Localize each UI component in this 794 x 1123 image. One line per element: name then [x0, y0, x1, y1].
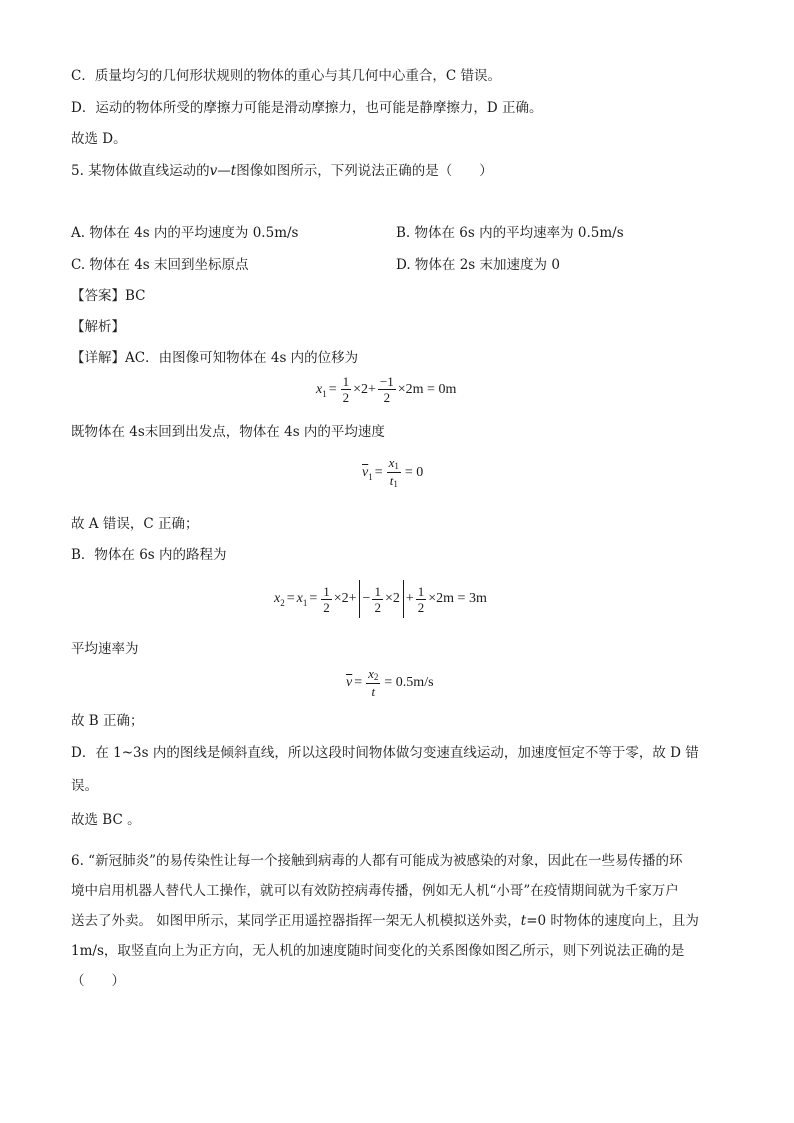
equation-avg-speed: $\overline{v}$ = $\frac{x2}{t}$ = 0.5m/s: [346, 666, 434, 699]
q5-choose: 故选 BC 。: [71, 812, 141, 828]
q5-text-a-wrong: 故 A 错误，C 正确；: [71, 516, 199, 532]
q5-answer: 【答案】BC: [71, 288, 146, 304]
fraction: $\frac{1}{2}$: [342, 374, 350, 405]
q5-text-d-part2: 误。: [71, 778, 98, 794]
q6-line-1: 6. “新冠肺炎”的易传染性让每一个接触到病毒的人都有可能成为被感染的对象，因此在一些易传播的环: [71, 853, 683, 869]
equation-avg-velocity: $\overline{v}$ 1 = $\frac{x1}{t1}$ = 0: [362, 455, 424, 489]
q5-text-path-6s: B．物体在 6s 内的路程为: [71, 547, 227, 563]
q6-line-4: 1m/s，取竖直向上为正方向，无人机的加速度随时间变化的关系图像如图乙所示，则下列说法正确的是: [71, 943, 685, 959]
q5-text-b-correct: 故 B 正确；: [71, 713, 144, 729]
prev-choose: 故选 D。: [71, 131, 127, 147]
prev-option-d: D．运动的物体所受的摩擦力可能是滑动摩擦力，也可能是静摩擦力，D 正确。: [71, 100, 543, 116]
fraction: $\frac{x2}{t}$: [368, 666, 379, 699]
q5-detail-intro: 【详解】AC．由图像可知物体在 4s 内的位移为: [71, 350, 359, 366]
q5-text-avg-speed: 平均速率为: [71, 641, 139, 657]
q5-option-b: B. 物体在 6s 内的平均速率为 0.5m/s: [396, 225, 624, 241]
q5-option-d: D. 物体在 2s 末加速度为 0: [396, 257, 560, 273]
equation-displacement-4s: x 1 = $\frac{1}{2}$ ×2+ $\frac{-1}{2}$ ×2m = 0m: [316, 374, 457, 405]
q5-stem-pre: 5. 某物体做直线运动的: [71, 163, 210, 179]
q6-line-3: 送去了外卖。 如图甲所示，某同学正用遥控器指挥一架无人机模拟送外卖，t=0 时物体的速度向上，且为: [71, 913, 699, 929]
q5-text-return-origin: 既物体在 4s末回到出发点，物体在 4s 内的平均速度: [71, 424, 385, 440]
fraction: $\frac{-1}{2}$: [379, 374, 394, 405]
fraction: $\frac{x1}{t1}$: [388, 455, 399, 489]
q5-stem-post: 图像如图所示，下列说法正确的是（ ）: [236, 163, 493, 179]
q5-stem: [71, 162, 493, 180]
absolute-value: − $\frac{1}{2}$ ×2: [359, 580, 404, 618]
prev-option-c: C．质量均匀的几何形状规则的物体的重心与其几何中心重合，C 错误。: [71, 68, 501, 84]
q5-option-a: A. 物体在 4s 内的平均速度为 0.5m/s: [71, 225, 299, 241]
q5-option-c: C. 物体在 4s 末回到坐标原点: [71, 257, 249, 273]
q5-stem-vt: v—t: [209, 163, 237, 179]
q5-text-d-part1: D．在 1~3s 内的图线是倾斜直线，所以这段时间物体做匀变速直线运动，加速度恒定不等于零，故 D 错: [71, 745, 699, 761]
q5-analysis-label: 【解析】: [71, 319, 125, 335]
fraction: $\frac{1}{2}$: [417, 583, 425, 615]
fraction: $\frac{1}{2}$: [323, 583, 330, 615]
fraction: $\frac{1}{2}$: [374, 583, 381, 615]
q6-line-2: 境中启用机器人替代人工操作，就可以有效防控病毒传播，例如无人机“小哥”在疫情期间就为千家万户: [71, 883, 679, 899]
q6-line-5: （ ）: [71, 973, 125, 989]
equation-path-6s: x 2 = x 1 = $\frac{1}{2}$ ×2+ − $\frac{1}{2}$ ×2 + $\frac{1}{2}$ ×2m = 3m: [274, 580, 487, 618]
